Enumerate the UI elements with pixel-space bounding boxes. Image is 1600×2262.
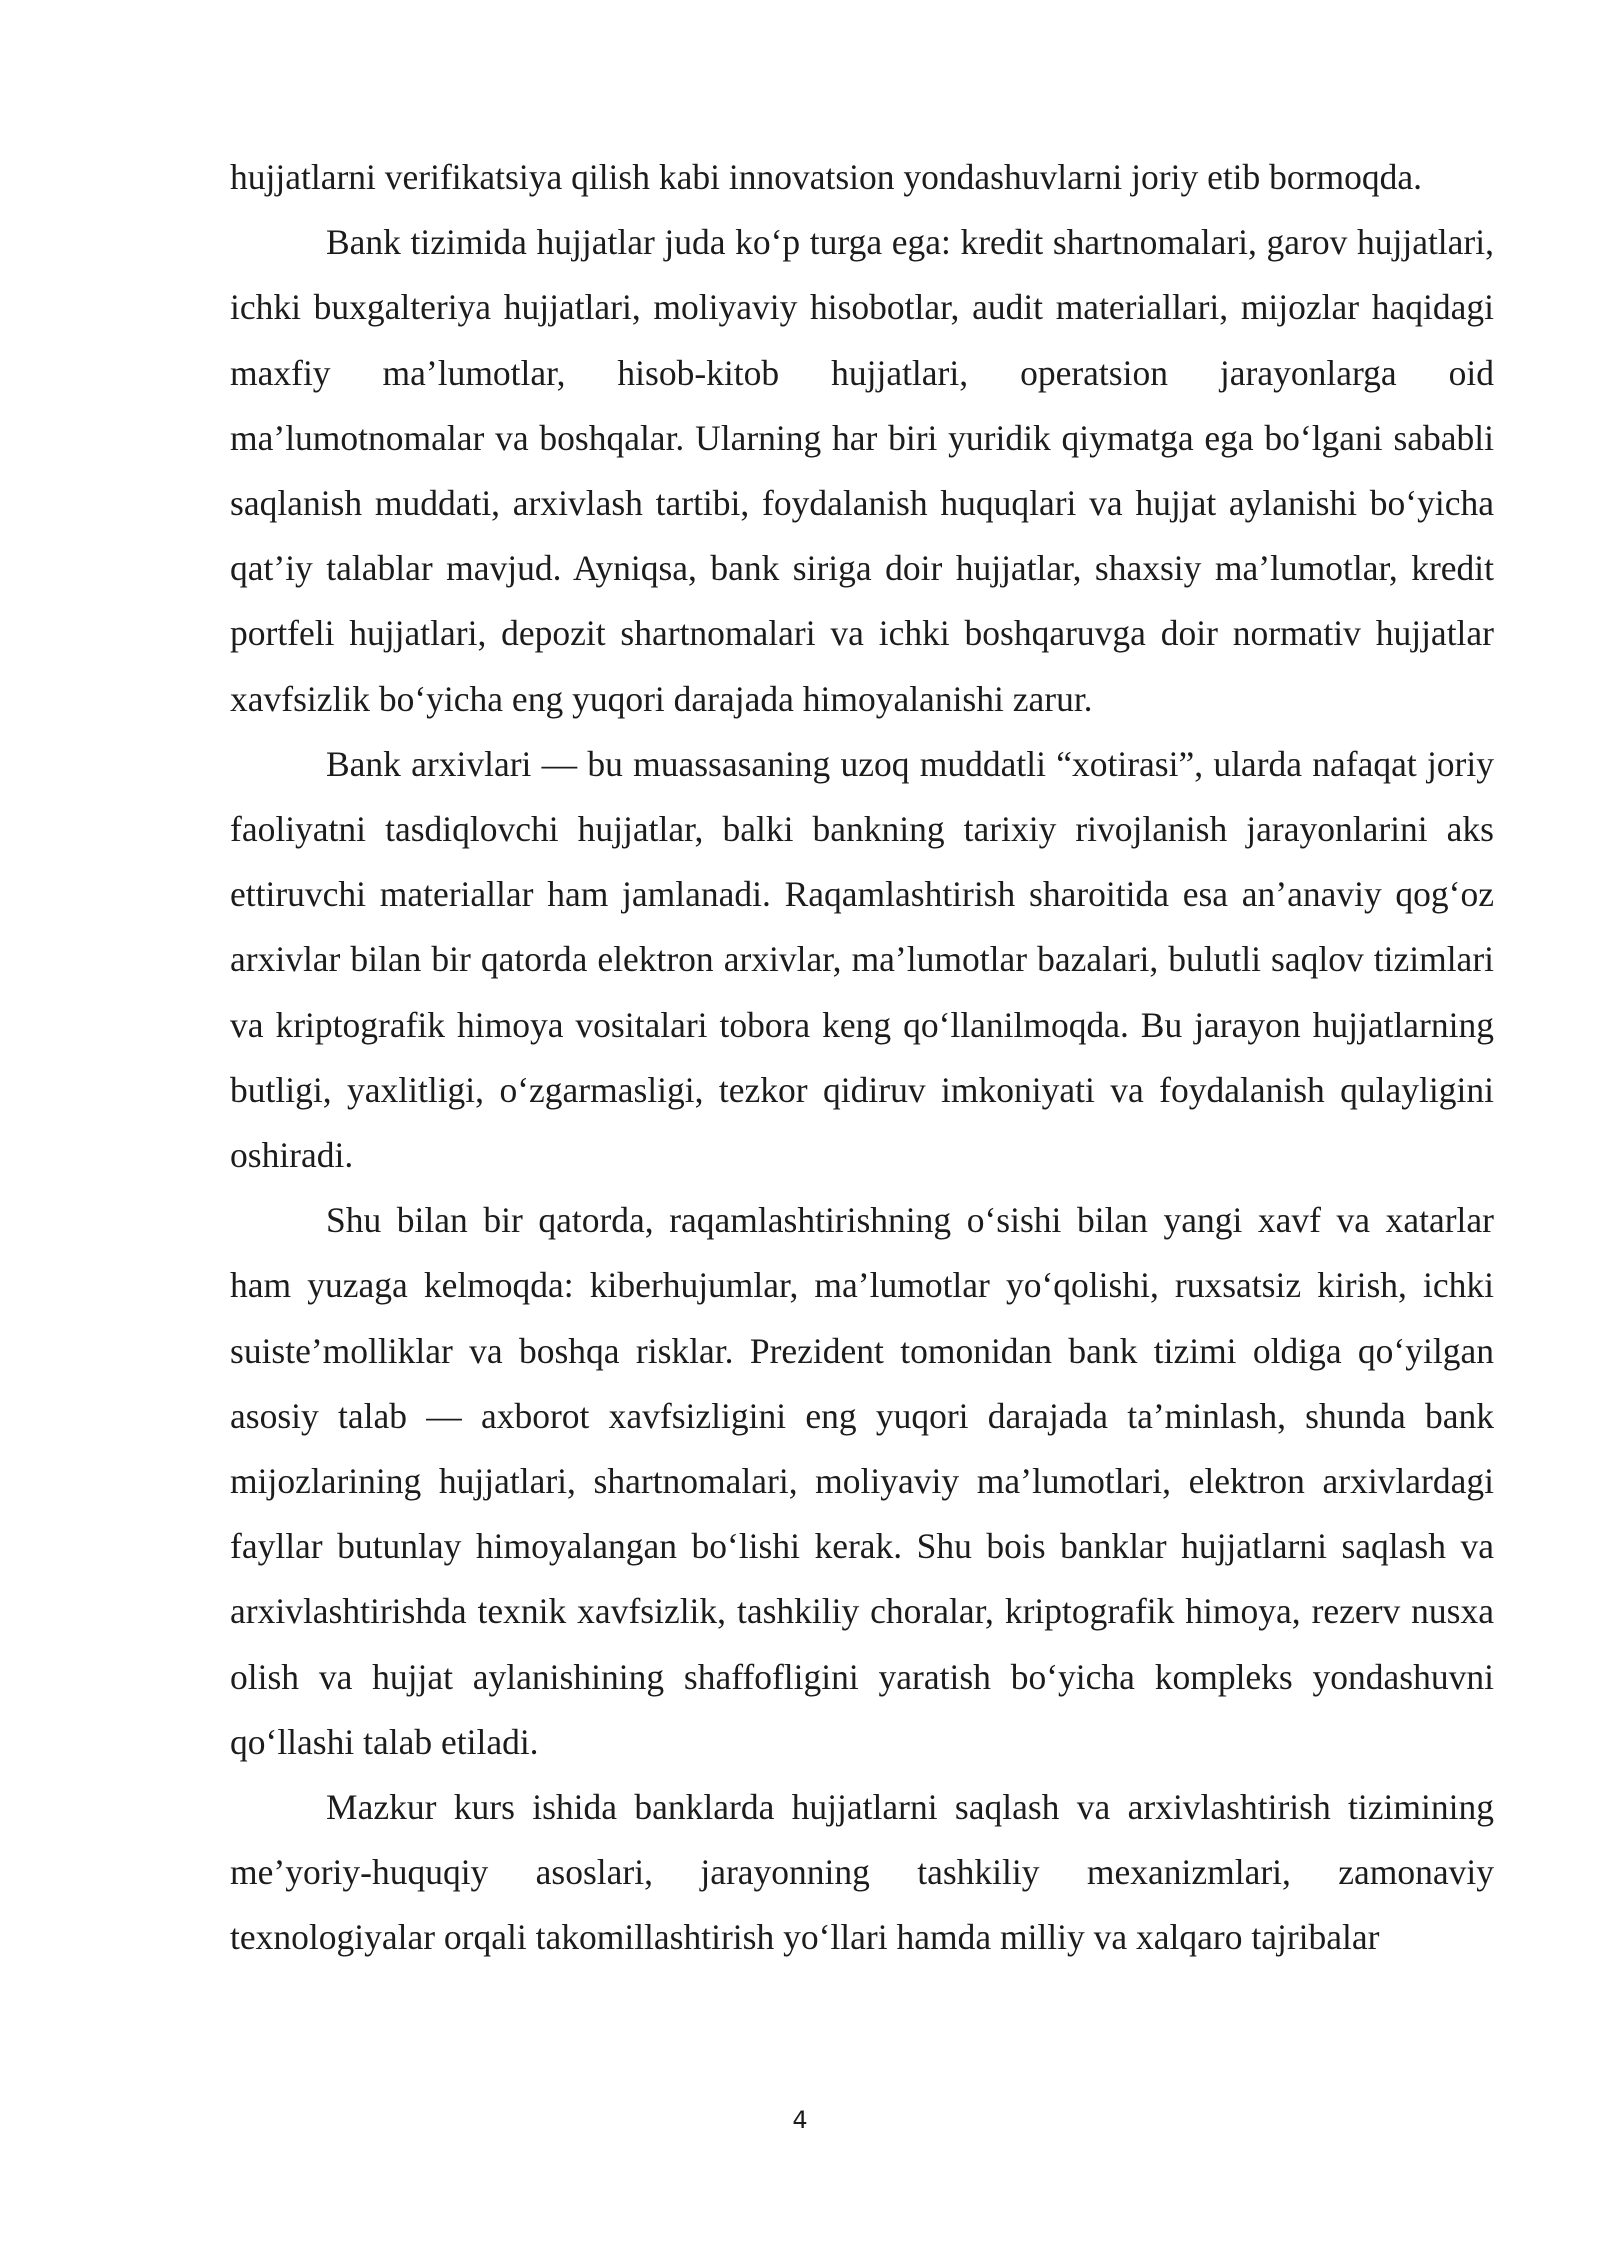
page-number: 4	[792, 2106, 808, 2134]
paragraph-bank-archives: Bank arxivlari — bu muassasaning uzoq muddatli “xotirasi”, ularda nafaqat joriy faoliyatni tasdiqlovchi hujjatlar, balki bankning tarixiy rivojlanish jarayonlarini aks ettiruvchi materiallar ham jamlanadi. Raqamlashtirish sharoitida esa an’anaviy qog‘oz arxivlar bilan bir qatorda elektron arxivlar, ma’lumotlar bazalari, bulutli saqlov tizimlari va kriptografik himoya vositalari tobora keng qo‘llanilmoqda. Bu jarayon hujjatlarning butligi, yaxlitligi, o‘zgarmasligi, tezkor qidiruv imkoniyati va foydalanish qulayligini oshiradi.	[230, 743, 1494, 1176]
body-text	[230, 145, 1494, 1971]
paragraph-course-scope: Mazkur kurs ishida banklarda hujjatlarni saqlash va arxivlashtirish tizimining me’yoriy-huquqiy asoslari, jarayonning tashkiliy mexanizmlari, zamonaviy texnologiyalar orqali takomillashtirish yo‘llari hamda milliy va xalqaro tajribalar	[230, 1787, 1494, 1958]
paragraph-digital-risks: Shu bilan bir qatorda, raqamlashtirishning o‘sishi bilan yangi xavf va xatarlar ham yuzaga kelmoqda: kiberhujumlar, ma’lumotlar yo‘qolishi, ruxsatsiz kirish, ichki suiste’molliklar va boshqa risklar. Prezident tomonidan bank tizimi oldiga qo‘yilgan asosiy talab — axborot xavfsizligini eng yuqori darajada ta’minlash, shunda bank mijozlarining hujjatlari, shartnomalari, moliyaviy ma’lumotlari, elektron arxivlardagi fayllar butunlay himoyalangan bo‘lishi kerak. Shu bois banklar hujjatlarni saqlash va arxivlashtirishda texnik xavfsizlik, tashkiliy choralar, kriptografik himoya, rezerv nusxa olish va hujjat aylanishining shaffofligini yaratish bo‘yicha kompleks yondashuvni qo‘llashi talab etiladi.	[230, 1200, 1494, 1762]
paragraph-continuation: hujjatlarni verifikatsiya qilish kabi innovatsion yondashuvlarni joriy etib bormoqda.	[230, 157, 1422, 197]
paragraph-document-types: Bank tizimida hujjatlar juda ko‘p turga ega: kredit shartnomalari, garov hujjatlari, ichki buxgalteriya hujjatlari, moliyaviy hisobotlar, audit materiallari, mijozlar haqidagi maxfiy ma’lumotlar, hisob-kitob hujjatlari, operatsion jarayonlarga oid ma’lumotnomalar va boshqalar. Ularning har biri yuridik qiymatga ega bo‘lgani sababli saqlanish muddati, arxivlash tartibi, foydalanish huquqlari va hujjat aylanishi bo‘yicha qat’iy talablar mavjud. Ayniqsa, bank siriga doir hujjatlar, shaxsiy ma’lumotlar, kredit portfeli hujjatlari, depozit shartnomalari va ichki boshqaruvga doir normativ hujjatlar xavfsizlik bo‘yicha eng yuqori darajada himoyalanishi zarur.	[230, 222, 1494, 719]
